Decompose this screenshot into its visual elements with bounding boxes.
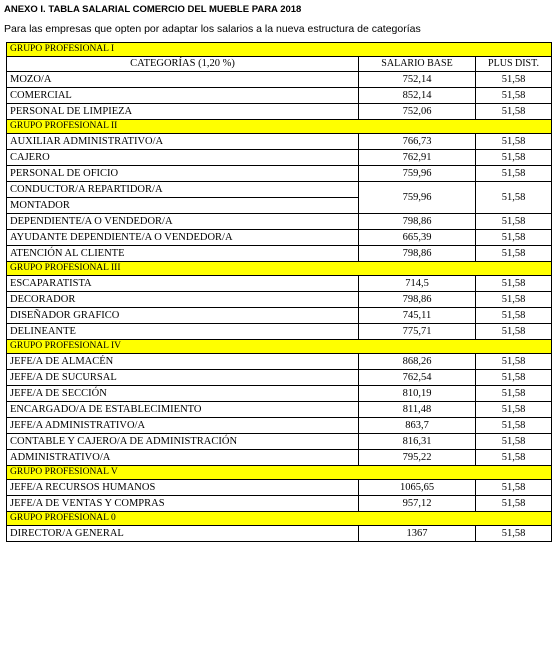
plus-cell: 51,58	[476, 230, 552, 246]
category-cell: DEPENDIENTE/A O VENDEDOR/A	[7, 214, 359, 230]
plus-cell: 51,58	[476, 402, 552, 418]
salary-cell: 759,96	[359, 182, 476, 214]
group-row	[7, 466, 552, 480]
category-cell: AUXILIAR ADMINISTRATIVO/A	[7, 134, 359, 150]
salary-cell: 852,14	[359, 88, 476, 104]
plus-cell: 51,58	[476, 88, 552, 104]
salary-cell: 775,71	[359, 324, 476, 340]
group-label: GRUPO PROFESIONAL V	[7, 466, 552, 480]
plus-cell: 51,58	[476, 246, 552, 262]
salary-cell: 762,91	[359, 150, 476, 166]
category-cell: MONTADOR	[7, 198, 359, 214]
salary-cell: 863,7	[359, 418, 476, 434]
table-row	[7, 72, 552, 88]
table-row	[7, 450, 552, 466]
salary-cell: 798,86	[359, 214, 476, 230]
group-row	[7, 120, 552, 134]
group-label: GRUPO PROFESIONAL 0	[7, 512, 552, 526]
table-row	[7, 526, 552, 542]
plus-cell: 51,58	[476, 182, 552, 214]
category-cell: ADMINISTRATIVO/A	[7, 450, 359, 466]
salary-table	[6, 42, 552, 542]
table-row	[7, 496, 552, 512]
salary-cell: 798,86	[359, 292, 476, 308]
salary-table-body	[7, 43, 552, 542]
table-row	[7, 166, 552, 182]
category-cell: CONTABLE Y CAJERO/A DE ADMINISTRACIÓN	[7, 434, 359, 450]
group-label: GRUPO PROFESIONAL IV	[7, 340, 552, 354]
category-cell: JEFE/A DE ALMACÉN	[7, 354, 359, 370]
plus-cell: 51,58	[476, 324, 552, 340]
category-cell: JEFE/A RECURSOS HUMANOS	[7, 480, 359, 496]
salary-cell: 1065,65	[359, 480, 476, 496]
plus-cell: 51,58	[476, 72, 552, 88]
header-plus: PLUS DIST.	[476, 57, 552, 72]
group-row	[7, 43, 552, 57]
plus-cell: 51,58	[476, 418, 552, 434]
table-row	[7, 214, 552, 230]
salary-cell: 795,22	[359, 450, 476, 466]
salary-cell: 1367	[359, 526, 476, 542]
salary-cell: 665,39	[359, 230, 476, 246]
category-cell: CAJERO	[7, 150, 359, 166]
group-row	[7, 262, 552, 276]
salary-cell: 766,73	[359, 134, 476, 150]
table-row	[7, 418, 552, 434]
table-row	[7, 370, 552, 386]
table-row	[7, 434, 552, 450]
table-row	[7, 324, 552, 340]
table-row	[7, 276, 552, 292]
group-row	[7, 340, 552, 354]
salary-cell: 759,96	[359, 166, 476, 182]
plus-cell: 51,58	[476, 292, 552, 308]
salary-cell: 762,54	[359, 370, 476, 386]
category-cell: JEFE/A DE SUCURSAL	[7, 370, 359, 386]
table-row	[7, 308, 552, 324]
table-row	[7, 134, 552, 150]
plus-cell: 51,58	[476, 496, 552, 512]
table-row	[7, 386, 552, 402]
table-row	[7, 402, 552, 418]
table-header-row	[7, 57, 552, 72]
category-cell: JEFE/A DE VENTAS Y COMPRAS	[7, 496, 359, 512]
group-label: GRUPO PROFESIONAL III	[7, 262, 552, 276]
category-cell: DISEÑADOR GRAFICO	[7, 308, 359, 324]
salary-cell: 816,31	[359, 434, 476, 450]
category-cell: AYUDANTE DEPENDIENTE/A O VENDEDOR/A	[7, 230, 359, 246]
table-row	[7, 150, 552, 166]
category-cell: CONDUCTOR/A REPARTIDOR/A	[7, 182, 359, 198]
table-row	[7, 292, 552, 308]
plus-cell: 51,58	[476, 386, 552, 402]
category-cell: DIRECTOR/A GENERAL	[7, 526, 359, 542]
table-row	[7, 246, 552, 262]
category-cell: COMERCIAL	[7, 88, 359, 104]
category-cell: JEFE/A DE SECCIÓN	[7, 386, 359, 402]
table-row	[7, 104, 552, 120]
group-label: GRUPO PROFESIONAL I	[7, 43, 552, 57]
category-cell: ESCAPARATISTA	[7, 276, 359, 292]
plus-cell: 51,58	[476, 134, 552, 150]
category-cell: JEFE/A ADMINISTRATIVO/A	[7, 418, 359, 434]
table-row	[7, 230, 552, 246]
salary-cell: 798,86	[359, 246, 476, 262]
plus-cell: 51,58	[476, 308, 552, 324]
plus-cell: 51,58	[476, 480, 552, 496]
plus-cell: 51,58	[476, 434, 552, 450]
salary-cell: 811,48	[359, 402, 476, 418]
plus-cell: 51,58	[476, 104, 552, 120]
category-cell: DECORADOR	[7, 292, 359, 308]
plus-cell: 51,58	[476, 214, 552, 230]
category-cell: ATENCIÓN AL CLIENTE	[7, 246, 359, 262]
plus-cell: 51,58	[476, 276, 552, 292]
group-row	[7, 512, 552, 526]
plus-cell: 51,58	[476, 166, 552, 182]
group-label: GRUPO PROFESIONAL II	[7, 120, 552, 134]
table-row	[7, 88, 552, 104]
plus-cell: 51,58	[476, 354, 552, 370]
salary-cell: 714,5	[359, 276, 476, 292]
salary-cell: 868,26	[359, 354, 476, 370]
header-salary: SALARIO BASE	[359, 57, 476, 72]
salary-cell: 752,06	[359, 104, 476, 120]
category-cell: MOZO/A	[7, 72, 359, 88]
salary-cell: 752,14	[359, 72, 476, 88]
table-row	[7, 182, 552, 198]
table-row	[7, 354, 552, 370]
category-cell: PERSONAL DE OFICIO	[7, 166, 359, 182]
plus-cell: 51,58	[476, 370, 552, 386]
salary-cell: 957,12	[359, 496, 476, 512]
category-cell: DELINEANTE	[7, 324, 359, 340]
plus-cell: 51,58	[476, 150, 552, 166]
document-subtitle: Para las empresas que opten por adaptar los salarios a la nueva estructura de categorías	[4, 23, 421, 35]
plus-cell: 51,58	[476, 450, 552, 466]
document-title: ANEXO I. TABLA SALARIAL COMERCIO DEL MUEBLE PARA 2018	[4, 4, 302, 15]
category-cell: ENCARGADO/A DE ESTABLECIMIENTO	[7, 402, 359, 418]
category-cell: PERSONAL DE LIMPIEZA	[7, 104, 359, 120]
salary-cell: 810,19	[359, 386, 476, 402]
table-row	[7, 480, 552, 496]
plus-cell: 51,58	[476, 526, 552, 542]
salary-cell: 745,11	[359, 308, 476, 324]
header-category: CATEGORÍAS (1,20 %)	[7, 57, 359, 72]
